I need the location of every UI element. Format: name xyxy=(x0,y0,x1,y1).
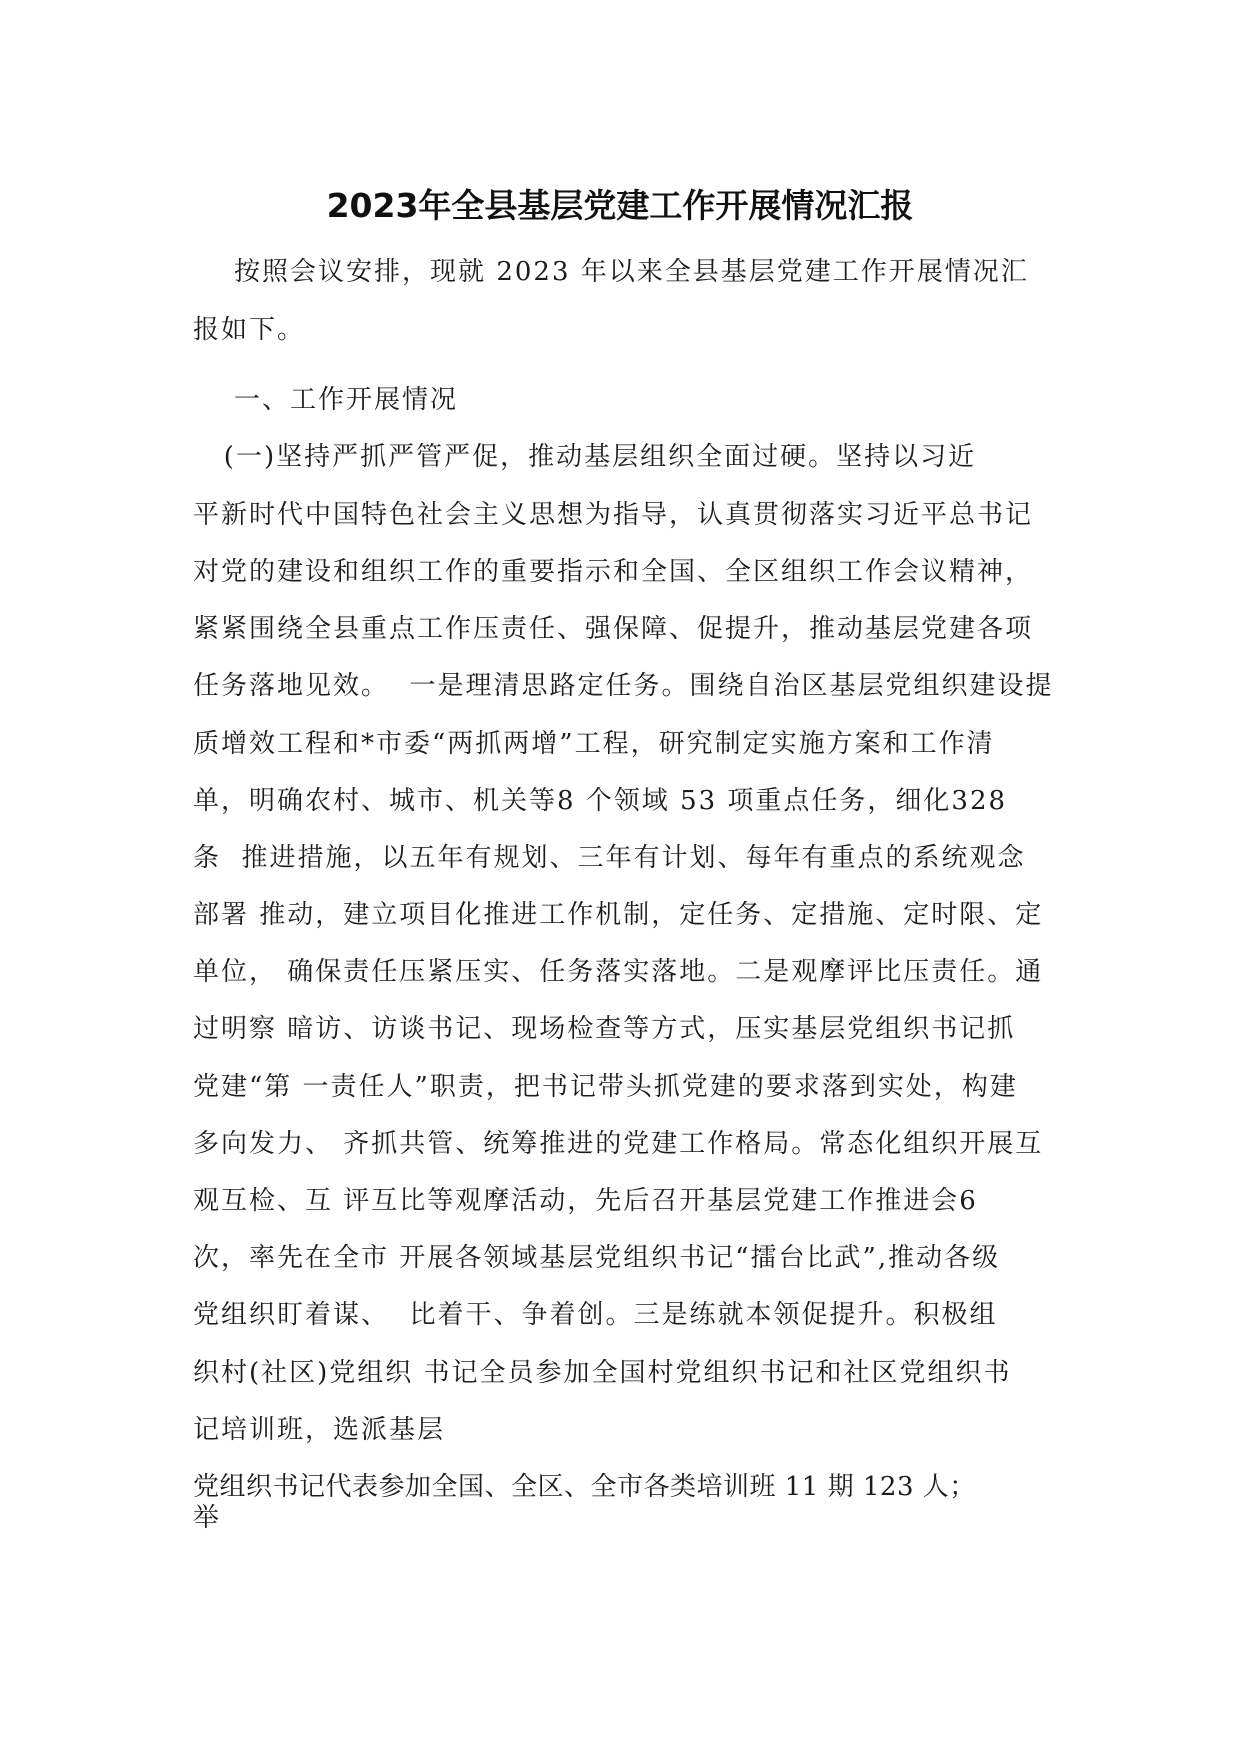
paragraph-line: 质增效工程和*市委“两抓两增”工程，研究制定实施方案和工作清 xyxy=(193,729,995,759)
paragraph-line: 党组织盯着谋、 比着干、争着创。三是练就本领促提升。积极组 xyxy=(193,1300,998,1330)
paragraph-line: 举 xyxy=(193,1503,220,1533)
paragraph-line: 对党的建设和组织工作的重要指示和全国、全区组织工作会议精神， xyxy=(193,557,1034,587)
paragraph-line: 次，率先在全市 开展各领域基层党组织书记“擂台比武”,推动各级 xyxy=(193,1243,1001,1273)
paragraph-line: 单，明确农村、城市、机关等8 个领域 53 项重点任务，细化328 xyxy=(193,786,1008,816)
paragraph-line: 条 推进措施，以五年有规划、三年有计划、每年有重点的系统观念 xyxy=(193,843,1026,873)
paragraph-line: 任务落地见效。 一是理清思路定任务。围绕自治区基层党组织建设提 xyxy=(193,671,1054,701)
paragraph-line: 紧紧围绕全县重点工作压责任、强保障、促提升，推动基层党建各项 xyxy=(193,614,1034,644)
document-title: 2023年全县基层党建工作开展情况汇报 xyxy=(326,186,914,225)
paragraph-line: 单位， 确保责任压紧压实、任务落实落地。二是观摩评比压责任。通 xyxy=(193,957,1044,987)
paragraph-line: 过明察 暗访、访谈书记、现场检查等方式，压实基层党组织书记抓 xyxy=(193,1014,1016,1044)
paragraph-line: 部署 推动，建立项目化推进工作机制，定任务、定措施、定时限、定 xyxy=(193,900,1044,930)
paragraph-line: 观互检、互 评互比等观摩活动，先后召开基层党建工作推进会6 xyxy=(193,1186,978,1216)
paragraph-line: 报如下。 xyxy=(193,315,306,345)
paragraph-line: 平新时代中国特色社会主义思想为指导，认真贯彻落实习近平总书记 xyxy=(193,500,1034,530)
paragraph-line: 党组织书记代表参加全国、全区、全市各类培训班 11 期 123 人； xyxy=(193,1472,976,1502)
paragraph-line: 织村(社区)党组织 书记全员参加全国村党组织书记和社区党组织书 xyxy=(193,1358,1012,1388)
paragraph-line: (一)坚持严抓严管严促，推动基层组织全面过硬。坚持以习近 xyxy=(193,442,977,472)
paragraph-line: 多向发力、 齐抓共管、统筹推进的党建工作格局。常态化组织开展互 xyxy=(193,1129,1044,1159)
paragraph-line: 记培训班，选派基层 xyxy=(193,1415,446,1445)
paragraph-line: 党建“第 一责任人”职责，把书记带头抓党建的要求落到实处，构建 xyxy=(193,1072,1018,1102)
paragraph-line: 按照会议安排，现就 2023 年以来全县基层党建工作开展情况汇 xyxy=(193,257,1029,287)
section-heading: 一、工作开展情况 xyxy=(193,385,459,415)
